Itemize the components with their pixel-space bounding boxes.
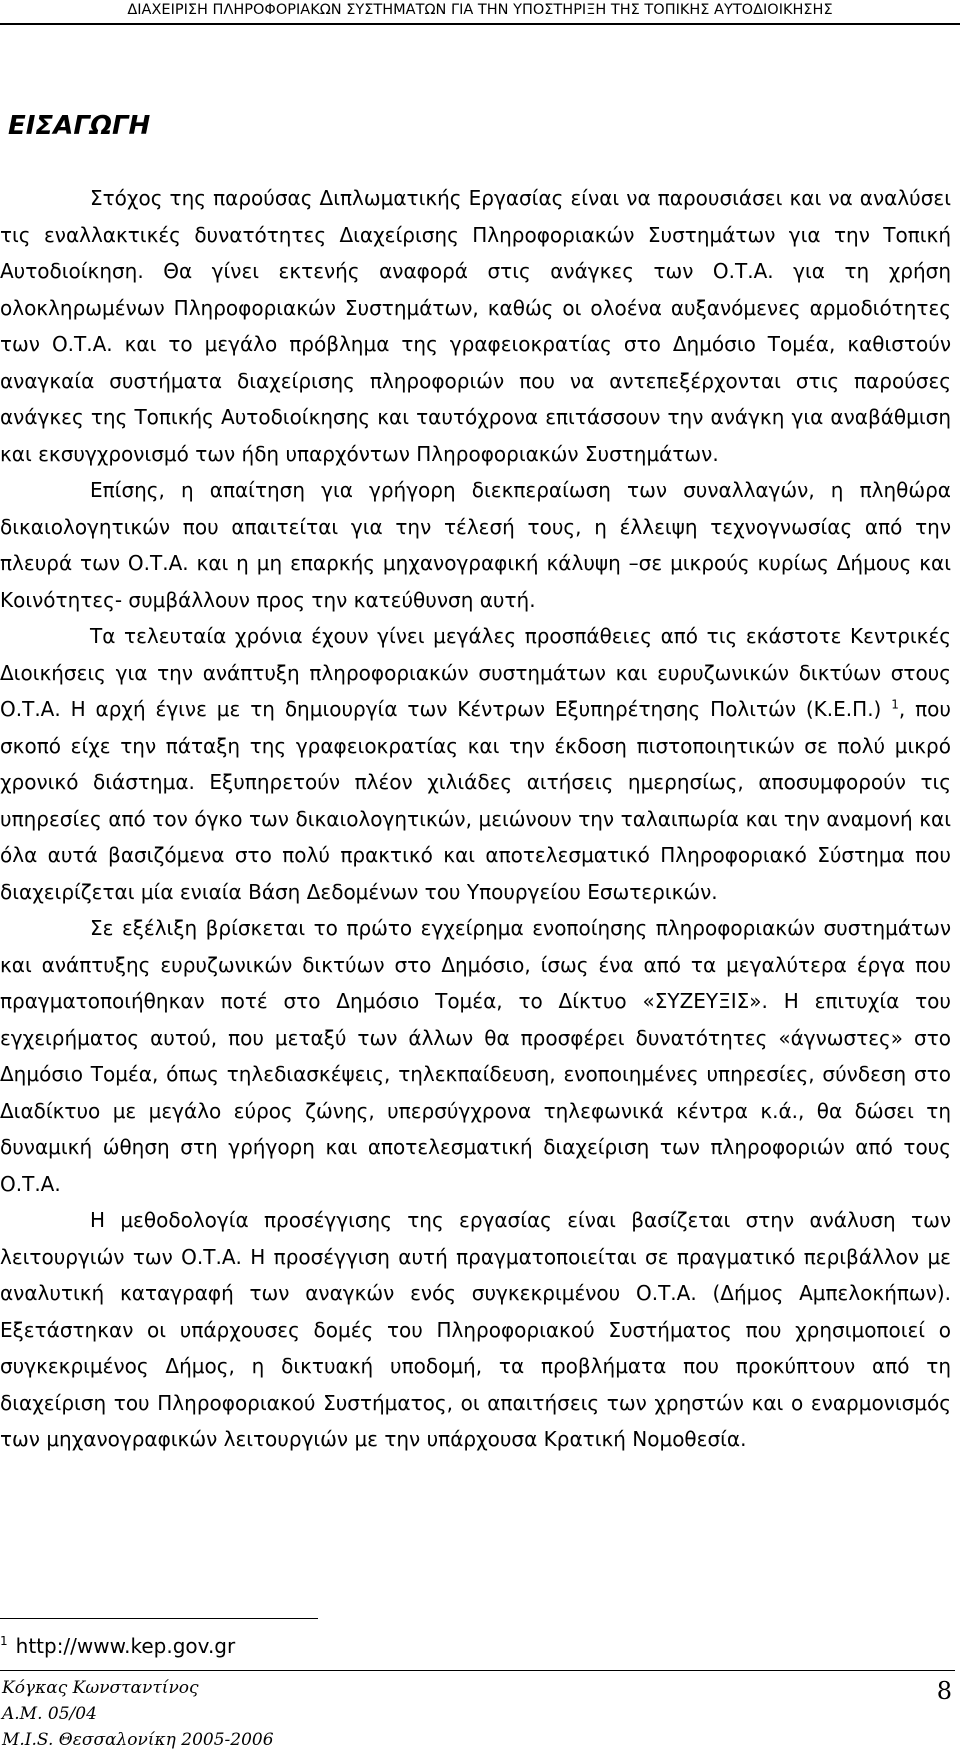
footer-student-id: Α.Μ. 05/04 bbox=[2, 1704, 97, 1724]
paragraph: Στόχος της παρούσας Διπλωματικής Εργασίας είναι να παρουσιάσει και να αναλύσει τις εναλλακτικές δυνατότητες Διαχείρισης Πληροφοριακών Συστημάτων για την Τοπική Αυτοδιοίκηση. Θα γίνει εκτενής αναφορά στις ανάγκες των Ο.Τ.Α. για τη χρήση ολοκληρωμένων Πληροφοριακών Συστημάτων, καθώς οι ολοένα αυξανόμενες αρμοδιότητες των Ο.Τ.Α. και το μεγάλο πρόβλημα της γραφειοκρατίας στο Δημόσιο Τομέα, καθιστούν αναγκαία συστήματα διαχείρισης πληροφοριών που να αντεπεξέρχονται στις παρούσες ανάγκες της Τοπικής Αυτοδιοίκησης και ταυτόχρονα επιτάσσουν την ανάγκη για αναβάθμιση και εκσυγχρονισμό των ήδη υπαρχόντων Πληροφοριακών Συστημάτων. bbox=[0, 186, 951, 466]
body-text bbox=[0, 180, 951, 1458]
paragraph-text: Τα τελευταία χρόνια έχουν γίνει μεγάλες προσπάθειες από τις εκάστοτε Κεντρικές Διοικήσεις για την ανάπτυξη πληροφοριακών συστημάτων και ευρυζωνικών δικτύων στους Ο.Τ.Α. Η αρχή έγινε με τη δημιουργία των Κέντρων Εξυπηρέτησης Πολιτών (Κ.Ε.Π.) bbox=[0, 624, 951, 721]
header-rule bbox=[0, 23, 960, 25]
section-title: ΕΙΣΑΓΩΓΗ bbox=[8, 111, 151, 141]
footnote-link[interactable]: http://www.kep.gov.gr bbox=[15, 1634, 236, 1658]
paragraph bbox=[0, 618, 951, 910]
page-number: 8 bbox=[936, 1677, 952, 1705]
paragraph-text: , που σκοπό είχε την πάταξη της γραφειοκρατίας και την έκδοση πιστοποιητικών σε πολύ μικρό χρονικό διάστημα. Εξυπηρετούν πλέον χιλιάδες αιτήσεις ημερησίως, αποσυμφορούν τις υπηρεσίες από τον όγκο των δικαιολογητικών, μειώνουν την ταλαιπωρία και την αναμονή και όλα αυτά βασιζόμενα στο πολύ πρακτικό και αποτελεσματικό Πληροφοριακό Σύστημα που διαχειρίζεται μία ενιαία Βάση Δεδομένων του Υπουργείου Εσωτερικών. bbox=[0, 697, 951, 904]
footnote-rule bbox=[0, 1618, 318, 1619]
running-header: ΔΙΑΧΕΙΡΙΣΗ ΠΛΗΡΟΦΟΡΙΑΚΩΝ ΣΥΣΤΗΜΑΤΩΝ ΓΙΑ ΤΗΝ ΥΠΟΣΤΗΡΙΞΗ ΤΗΣ ΤΟΠΙΚΗΣ ΑΥΤΟΔΙΟΙΚΗΣΗΣ bbox=[127, 2, 833, 18]
footer-rule bbox=[0, 1670, 955, 1671]
footer-program: Μ.Ι.S. Θεσσαλονίκη 2005-2006 bbox=[2, 1730, 274, 1750]
footer-author: Κόγκας Κωνσταντίνος bbox=[2, 1678, 199, 1698]
paragraph: Επίσης, η απαίτηση για γρήγορη διεκπεραίωση των συναλλαγών, η πληθώρα δικαιολογητικών που απαιτείται για την τέλεσή τους, η έλλειψη τεχνογνωσίας από την πλευρά των Ο.Τ.Α. και η μη επαρκής μηχανογραφική κάλυψη –σε μικρούς κυρίως Δήμους και Κοινότητες- συμβάλλουν προς την κατεύθυνση αυτή. bbox=[0, 478, 951, 612]
footer-info bbox=[2, 1675, 274, 1753]
paragraph: Η μεθοδολογία προσέγγισης της εργασίας είναι βασίζεται στην ανάλυση των λειτουργιών των Ο.Τ.Α. Η προσέγγιση αυτή πραγματοποιείται σε πραγματικό περιβάλλον με αναλυτική καταγραφή των αναγκών ενός συγκεκριμένου Ο.Τ.Α. (Δήμος Αμπελοκήπων). Εξετάστηκαν οι υπάρχουσες δομές του Πληροφοριακού Συστήματος που χρησιμοποιεί ο συγκεκριμένος Δήμος, η δικτυακή υποδομή, τα προβλήματα που προκύπτουν από τη διαχείριση του Πληροφοριακού Συστήματος, οι απαιτήσεις των χρηστών και ο εναρμονισμός των μηχανογραφικών λειτουργιών με την υπάρχουσα Κρατική Νομοθεσία. bbox=[0, 1208, 951, 1451]
footnote bbox=[0, 1634, 235, 1658]
footnote-reference[interactable]: 1 bbox=[891, 697, 899, 712]
paragraph: Σε εξέλιξη βρίσκεται το πρώτο εγχείρημα ενοποίησης πληροφοριακών συστημάτων και ανάπτυξης ευρυζωνικών δικτύων στο Δημόσιο, ίσως ένα από τα μεγαλύτερα έργα που πραγματοποιήθηκαν ποτέ στο Δημόσιο Τομέα, το Δίκτυο «ΣΥΖΕΥΞΙΣ». Η επιτυχία του εγχειρήματος αυτού, που μεταξύ των άλλων θα προσφέρει δυνατότητες «άγνωστες» στο Δημόσιο Τομέα, όπως τηλεδιασκέψεις, τηλεκπαίδευση, ενοποιημένες υπηρεσίες, σύνδεση στο Διαδίκτυο με μεγάλο εύρος ζώνης, υπερσύγχρονα τηλεφωνικά κέντρα κ.ά., θα δώσει τη δυναμική ώθηση στη γρήγορη και αποτελεσματική διαχείριση των πληροφοριών από τους Ο.Τ.Α. bbox=[0, 916, 951, 1196]
footnote-mark: 1 bbox=[0, 1634, 8, 1649]
